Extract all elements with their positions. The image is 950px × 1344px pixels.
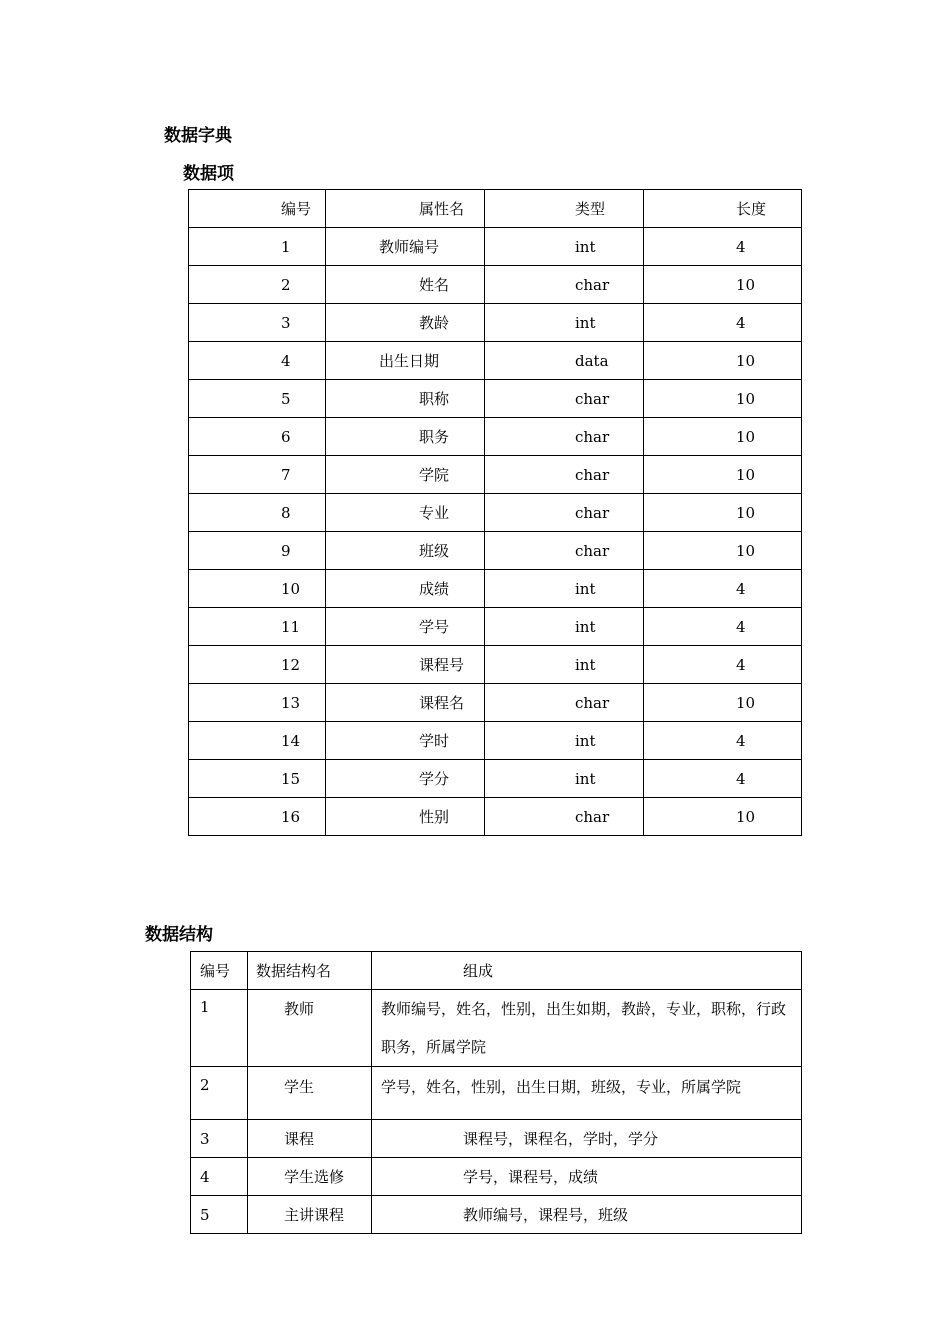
struct-name-cell: 课程 (248, 1120, 372, 1158)
item-length-cell: 4 (644, 570, 802, 608)
struct-number-cell: 4 (191, 1158, 248, 1196)
item-type-cell: int (485, 304, 644, 342)
item-number-cell: 4 (189, 342, 326, 380)
item-number-cell: 13 (189, 684, 326, 722)
struct-composition-cell: 学号，姓名，性别，出生日期，班级，专业，所属学院 (372, 1067, 802, 1120)
item-name-cell: 性别 (326, 798, 485, 836)
struct-number-cell: 2 (191, 1067, 248, 1120)
item-name-cell: 职称 (326, 380, 485, 418)
header-cell: 编号 (191, 952, 248, 990)
item-length-cell: 4 (644, 646, 802, 684)
table-row (189, 646, 802, 684)
item-name-cell: 教龄 (326, 304, 485, 342)
item-length-cell: 10 (644, 380, 802, 418)
header-cell: 属性名 (326, 190, 485, 228)
table-header-row (189, 190, 802, 228)
header-cell: 类型 (485, 190, 644, 228)
table-row (189, 304, 802, 342)
item-type-cell: char (485, 494, 644, 532)
table-row (189, 342, 802, 380)
item-length-cell: 4 (644, 304, 802, 342)
item-number-cell: 15 (189, 760, 326, 798)
item-name-cell: 成绩 (326, 570, 485, 608)
item-length-cell: 10 (644, 532, 802, 570)
item-name-cell: 专业 (326, 494, 485, 532)
item-number-cell: 16 (189, 798, 326, 836)
struct-number-cell: 3 (191, 1120, 248, 1158)
table-row (189, 228, 802, 266)
section-heading-structures: 数据结构 (145, 925, 213, 945)
item-name-cell: 学号 (326, 608, 485, 646)
header-cell: 编号 (189, 190, 326, 228)
table-row (189, 380, 802, 418)
item-length-cell: 4 (644, 608, 802, 646)
table-row (189, 494, 802, 532)
item-name-cell: 课程号 (326, 646, 485, 684)
item-length-cell: 4 (644, 760, 802, 798)
item-name-cell: 教师编号 (326, 228, 485, 266)
struct-name-cell: 学生选修 (248, 1158, 372, 1196)
item-length-cell: 10 (644, 342, 802, 380)
item-length-cell: 10 (644, 684, 802, 722)
item-number-cell: 7 (189, 456, 326, 494)
item-length-cell: 10 (644, 798, 802, 836)
item-type-cell: int (485, 646, 644, 684)
data-items-table (188, 189, 802, 836)
item-type-cell: char (485, 684, 644, 722)
table-row (191, 990, 802, 1067)
item-number-cell: 8 (189, 494, 326, 532)
table-row (191, 1120, 802, 1158)
item-number-cell: 1 (189, 228, 326, 266)
item-name-cell: 班级 (326, 532, 485, 570)
table-row (189, 760, 802, 798)
struct-name-cell: 教师 (248, 990, 372, 1067)
struct-number-cell: 5 (191, 1196, 248, 1234)
item-number-cell: 3 (189, 304, 326, 342)
item-number-cell: 11 (189, 608, 326, 646)
struct-number-cell: 1 (191, 990, 248, 1067)
item-number-cell: 14 (189, 722, 326, 760)
table-row (189, 798, 802, 836)
item-number-cell: 12 (189, 646, 326, 684)
item-length-cell: 10 (644, 418, 802, 456)
struct-composition-cell: 学号，课程号，成绩 (372, 1158, 802, 1196)
item-type-cell: char (485, 380, 644, 418)
item-name-cell: 学时 (326, 722, 485, 760)
item-type-cell: int (485, 228, 644, 266)
item-type-cell: int (485, 570, 644, 608)
struct-name-cell: 学生 (248, 1067, 372, 1120)
item-type-cell: char (485, 266, 644, 304)
header-cell: 组成 (372, 952, 802, 990)
table-row (189, 570, 802, 608)
header-cell: 数据结构名 (248, 952, 372, 990)
data-structures-table (190, 951, 802, 1234)
item-type-cell: int (485, 760, 644, 798)
item-type-cell: char (485, 532, 644, 570)
item-name-cell: 课程名 (326, 684, 485, 722)
item-type-cell: char (485, 798, 644, 836)
table-row (189, 684, 802, 722)
struct-composition-cell: 课程号，课程名，学时，学分 (372, 1120, 802, 1158)
item-number-cell: 5 (189, 380, 326, 418)
table-header-row (191, 952, 802, 990)
item-type-cell: char (485, 456, 644, 494)
header-cell: 长度 (644, 190, 802, 228)
table-row (189, 722, 802, 760)
item-name-cell: 职务 (326, 418, 485, 456)
table-row (189, 456, 802, 494)
item-length-cell: 10 (644, 266, 802, 304)
struct-composition-cell: 教师编号，姓名，性别，出生如期，教龄，专业，职称，行政职务，所属学院 (372, 990, 802, 1067)
table-row (189, 418, 802, 456)
section-heading-items: 数据项 (183, 164, 234, 184)
item-number-cell: 2 (189, 266, 326, 304)
item-number-cell: 6 (189, 418, 326, 456)
page-title: 数据字典 (164, 126, 232, 146)
item-number-cell: 10 (189, 570, 326, 608)
table-row (191, 1196, 802, 1234)
table-row (189, 266, 802, 304)
item-length-cell: 10 (644, 494, 802, 532)
table-row (189, 532, 802, 570)
item-name-cell: 学分 (326, 760, 485, 798)
struct-composition-cell: 教师编号，课程号，班级 (372, 1196, 802, 1234)
item-length-cell: 4 (644, 228, 802, 266)
table-row (189, 608, 802, 646)
item-type-cell: char (485, 418, 644, 456)
item-name-cell: 姓名 (326, 266, 485, 304)
item-type-cell: int (485, 608, 644, 646)
table-row (191, 1158, 802, 1196)
item-type-cell: int (485, 722, 644, 760)
item-number-cell: 9 (189, 532, 326, 570)
item-type-cell: data (485, 342, 644, 380)
struct-name-cell: 主讲课程 (248, 1196, 372, 1234)
item-name-cell: 出生日期 (326, 342, 485, 380)
item-length-cell: 10 (644, 456, 802, 494)
item-length-cell: 4 (644, 722, 802, 760)
table-row (191, 1067, 802, 1120)
item-name-cell: 学院 (326, 456, 485, 494)
